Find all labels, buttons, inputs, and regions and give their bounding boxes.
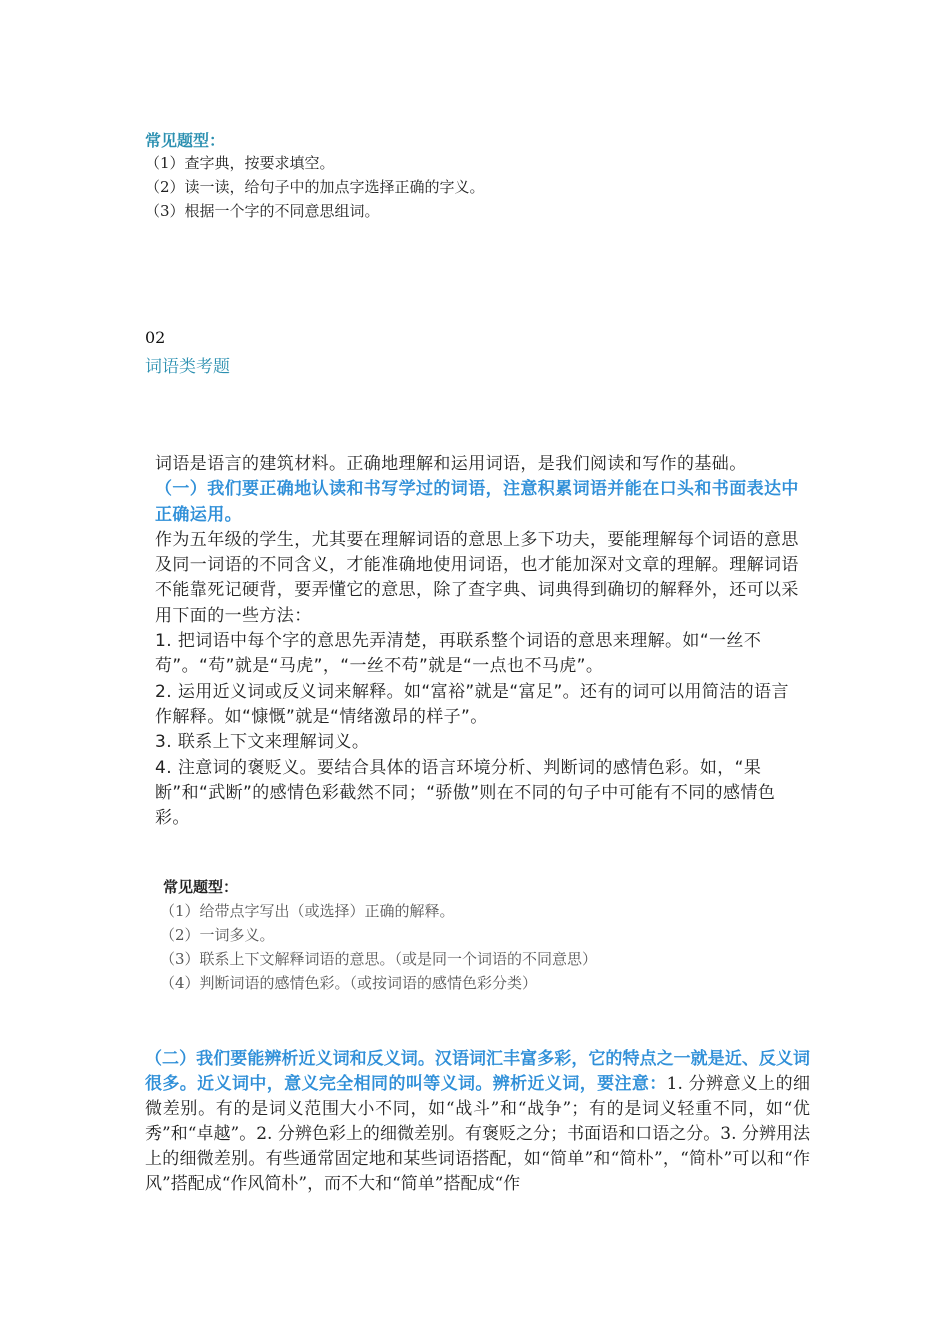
synonym-highlight: （二）我们要能辨析近义词和反义词。汉语词汇丰富多彩，它的特点之一就是近、反义词很多。近义词中，意义完全相同的叫等义词。辨析近义词，要注意： [145, 1049, 810, 1094]
section1-item-3: （3）根据一个字的不同意思组词。 [145, 202, 380, 220]
method-2: 2. 运用近义词或反义词来解释。如“富裕”就是“富足”。还有的词可以用简洁的语言作解释。如“慷慨”就是“情绪激昂的样子”。 [155, 681, 789, 727]
section-number: 02 [145, 328, 166, 347]
question-type-4: （4）判断词语的感情色彩。（或按词语的感情色彩分类） [160, 974, 538, 992]
word-study-body [155, 452, 805, 831]
section1-item-2: （2）读一读，给句子中的加点字选择正确的字义。 [145, 178, 485, 196]
method-1: 1. 把词语中每个字的意思先弄清楚，再联系整个词语的意思来理解。如“一丝不苟”。“苟”就是“马虎”，“一丝不苟”就是“一点也不马虎”。 [155, 631, 762, 677]
question-type-2: （2）一词多义。 [160, 926, 275, 944]
section1-heading: 常见题型： [145, 131, 226, 150]
synonym-text: 1. 分辨意义上的细微差别。有的是词义范围大小不同，如“战斗”和“战争”；有的是词义轻重不同，如“优秀”和“卓越”。2. 分辨色彩上的细微差别。有褒贬之分；书面语和口语之分。3. 分辨用法上的细微差别。有些通常固定地和某些词语搭配，如“简单”和“简朴”，“简朴”可以和“作风”搭配成“作风简朴”，而不大和“简单”搭配成“作 [145, 1074, 810, 1194]
section-title: 词语类考题 [145, 357, 230, 377]
method-3: 3. 联系上下文来理解词义。 [155, 732, 370, 753]
synonym-antonym-paragraph [145, 1047, 810, 1197]
question-type-1: （1）给带点字写出（或选择）正确的解释。 [160, 902, 455, 920]
question-types-heading: 常见题型： [163, 878, 239, 896]
highlight-heading: （一）我们要正确地认读和书写学过的词语，注意积累词语并能在口头和书面表达中正确运用。 [155, 479, 799, 525]
section1-item-1: （1）查字典，按要求填空。 [145, 154, 335, 172]
method-4: 4. 注意词的褒贬义。要结合具体的语言环境分析、判断词的感情色彩。如，“果断”和“武断”的感情色彩截然不同；“骄傲”则在不同的句子中可能有不同的感情色彩。 [155, 757, 776, 829]
explanation-paragraph: 作为五年级的学生，尤其要在理解词语的意思上多下功夫，要能理解每个词语的意思及同一词语的不同含义，才能准确地使用词语，也才能加深对文章的理解。理解词语不能靠死记硬背，要弄懂它的意思，除了查字典、词典得到确切的解释外，还可以采用下面的一些方法： [155, 529, 799, 626]
question-type-3: （3）联系上下文解释词语的意思。（或是同一个词语的不同意思） [160, 950, 598, 968]
intro-paragraph: 词语是语言的建筑材料。正确地理解和运用词语，是我们阅读和写作的基础。 [155, 454, 747, 474]
